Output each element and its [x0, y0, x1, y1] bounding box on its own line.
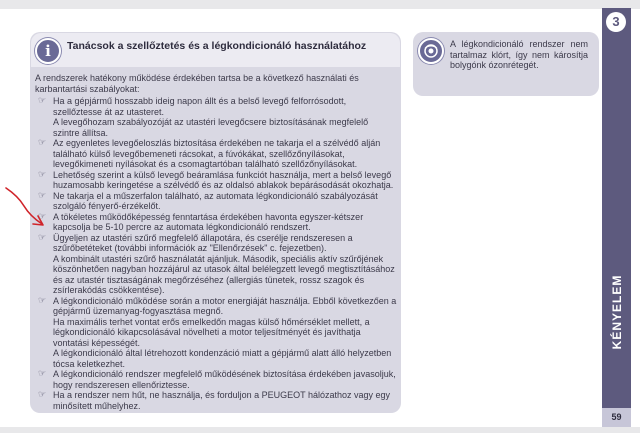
- pointing-hand-icon: ☞: [38, 231, 47, 242]
- advice-item-text: Ha a rendszer nem hűt, ne használja, és forduljon a PEUGEOT hálózathoz vagy egy minősített műhelyhez.: [53, 390, 391, 411]
- advice-item: [35, 348, 397, 369]
- advice-item-text: Ha a gépjármű hosszabb ideig napon állt és a belső levegő felforrósodott, szellőztesse át az utasteret.: [53, 96, 347, 117]
- info-icon: i: [35, 38, 61, 64]
- advice-item-text: A levegőhozam szabályozóját az utastéri levegőcsere biztosításának megfelelő szintre állítsa.: [53, 117, 369, 138]
- advice-body: [35, 73, 397, 411]
- eco-globe-icon: [418, 38, 444, 64]
- advice-item: [35, 233, 397, 254]
- advice-item-text: A légkondicionáló által létrehozott kondenzáció miatt a gépjármű alatt álló helyzetben tócsa keletkezhet.: [53, 348, 392, 369]
- pointing-hand-icon: ☞: [38, 294, 47, 305]
- advice-list: [35, 96, 397, 411]
- advice-title: Tanácsok a szellőztetés és a légkondicionáló használatához: [67, 40, 367, 52]
- advice-item: [35, 212, 397, 233]
- advice-item-text: Lehetőség szerint a külső levegő beáramlása funkciót használja, mert a belső levegő huzamosabb keringetése a szélvédő és az oldalsó ablakok bepárásodását okozhatja.: [53, 169, 394, 190]
- advice-item-text: A légkondicionáló rendszer megfelelő működésének biztosítása érdekében javasoljuk, hogy rendszeresen ellenőriztesse.: [53, 369, 396, 390]
- advice-item: [35, 317, 397, 349]
- chapter-number-badge: 3: [606, 12, 626, 32]
- pointing-hand-icon: ☞: [38, 389, 47, 399]
- page-number: 59: [602, 408, 631, 427]
- advice-item: [35, 191, 397, 212]
- pointing-hand-icon: ☞: [38, 210, 47, 221]
- advice-item-text: Ha maximális terhet vontat erős emelkedőn magas külső hőmérséklet mellett, a légkondicionáló kikapcsolásával növelheti a motor teljesítményét és javíthatja vontatási képességét.: [53, 316, 370, 348]
- advice-item: [35, 138, 397, 170]
- advice-item: [35, 96, 397, 117]
- pointing-hand-icon: ☞: [38, 168, 47, 179]
- advice-item: [35, 369, 397, 390]
- advice-item-text: A kombinált utastéri szűrő használatát ajánljuk. Második, speciális aktív szűrőjének köszönhetően nagyban hozzájárul az utasok által belélegzett levegő megtisztításához és az utastér tisztaságának megőrzéséhez (allergiás tünetek, rossz szagok és zsírlerakódás csökkentése).: [53, 253, 395, 295]
- advice-intro: A rendszerek hatékony működése érdekében tartsa be a következő használati és karbantartási szabályokat:: [35, 73, 359, 94]
- eco-note-text: A légkondicionáló rendszer nem tartalmaz klórt, így nem károsítja bolygónk ózonrétegét.: [450, 39, 588, 70]
- globe-icon: [420, 40, 442, 62]
- pointing-hand-icon: ☞: [38, 368, 47, 378]
- advice-item: [35, 296, 397, 317]
- handdrawn-arrow-annotation: [0, 0, 60, 240]
- advice-item: [35, 390, 397, 411]
- chapter-title: KÉNYELEM: [610, 274, 624, 350]
- pointing-hand-icon: ☞: [38, 137, 47, 147]
- advice-item-text: Az egyenletes levegőeloszlás biztosítása érdekében ne takarja el a szélvédő alján található külső levegőbemeneti rácsokat, a fúvókákat, szellőzőnyílásokat, levegőkimeneti nyílásokat és a csomagtartóban található szellőzőnyílásokat.: [53, 138, 381, 169]
- page-top-border: [0, 0, 640, 9]
- page-bottom-border: [0, 427, 640, 433]
- advice-item-text: A légkondicionáló működése során a motor energiáját használja. Ebből következően a gépjármű üzemanyag-fogyasztása megnő.: [53, 295, 397, 316]
- advice-item-text: Ügyeljen az utastéri szűrő megfelelő állapotára, és cserélje rendszeresen a szűrőbetéteket (további információk az "Ellenőrzések" c. fejezetben).: [53, 232, 353, 253]
- pointing-hand-icon: ☞: [38, 189, 47, 200]
- advice-item: [35, 254, 397, 296]
- advice-item: [35, 170, 397, 191]
- pointing-hand-icon: ☞: [38, 95, 47, 105]
- advice-item-text: A tökéletes működőképesség fenntartása érdekében havonta egyszer-kétszer kapcsolja be 5-10 percre az automata légkondicionáló rendszert.: [53, 211, 364, 232]
- advice-item-text: Ne takarja el a műszerfalon található, az automata légkondicionáló szabályozását szolgáló fényerő-érzékelőt.: [53, 190, 378, 211]
- chapter-sidebar: [602, 8, 631, 427]
- advice-item: [35, 117, 397, 138]
